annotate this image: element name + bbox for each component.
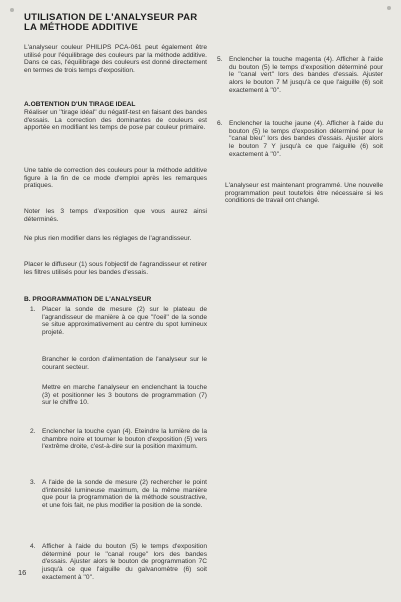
list-item [30,428,207,451]
list-item [30,543,207,582]
list-item-text: Enclencher la touche magenta (4). Afficher à l'aide du bouton (5) le temps d'exposition déterminé pour le ''canal vert'' lors des bandes d'essais. Ajuster alors le bouton 7 M jusqu'à ce que l'aiguille (6) soit exactement à ''0''. [229,56,383,94]
page-title [24,13,204,32]
list-item-text: A l'aide de la sonde de mesure (2) rechercher le point d'intensité lumineuse maximum, de la même manière que pour la programmation de la méthode soustractive, et une fois fait, ne plus modifier la position de la sonde. [42,479,207,510]
list-item-text: Enclencher la touche cyan (4). Eteindre la lumière de la chambre noire et tourner le bouton d'exposition (5) vers l'extrême droite, c'est-à-dire sur la position maximum. [42,428,207,451]
list-item-text: Afficher à l'aide du bouton (5) le temps d'exposition déterminé pour le ''canal rouge'' lors des bandes d'essais. Ajuster alors le bouton de programmation 7C jusqu'à ce que l'aiguille du galvanomètre (6) soit exactement à ''0''. [42,543,207,581]
section-a-heading: A.OBTENTION D'UN TIRAGE IDEAL [24,101,136,108]
list-item-number: 3. [30,479,36,486]
section-a-paragraph: Noter les 3 temps d'exposition que vous aurez ainsi déterminés. [24,208,207,223]
list-item [30,306,207,337]
section-a-paragraph: Une table de correction des couleurs pour la méthode additive figure à la fin de ce mode d'emploi après les remarques pratiques. [24,167,207,190]
section-a-paragraph: Réaliser un ''tirage idéal'' du négatif-test en faisant des bandes d'essais. La correction des dominantes de couleurs est apportée en modifiant les temps de pose par couleur primaire. [24,109,207,132]
list-item-number: 2. [30,428,36,435]
section-a-paragraph: Placer le diffuseur (1) sous l'objectif de l'agrandisseur et retirer les filtres utilisés pour les bandes d'essais. [24,261,207,276]
list-item-number: 6. [217,120,223,127]
list-item [30,384,207,407]
list-item-text: Brancher le cordon d'alimentation de l'analyseur sur le courant secteur. [42,356,207,371]
list-item [30,479,207,510]
section-b-heading: B. PROGRAMMATION DE L'ANALYSEUR [24,296,152,303]
page-number: 16 [18,568,27,577]
list-item [30,356,207,371]
page-title-line: LA MÉTHODE ADDITIVE [24,21,138,33]
scan-speck [10,8,14,12]
intro-paragraph: L'analyseur couleur PHILIPS PCA-061 peut également être utilisé pour l'équilibrage des couleurs par la méthode additive. Dans ce cas, l'équilibrage des couleurs est donné directement en termes de trois temps d'exposition. [24,44,207,75]
list-item [217,120,383,159]
list-item-number: 4. [30,543,36,550]
scan-speck [387,6,391,10]
page-title-line: UTILISATION DE L'ANALYSEUR PAR [24,12,198,23]
list-item-text: Enclencher la touche jaune (4). Afficher à l'aide du bouton (5) le temps d'exposition déterminé pour le ''canal bleu'' lors des bandes d'essais. Ajuster alors le bouton 7 Y jusqu'à ce que l'aiguille (6) soit exactement à ''0''. [229,120,383,158]
list-item-number: 5. [217,56,223,63]
section-a-paragraph: Ne plus rien modifier dans les réglages de l'agrandisseur. [24,235,192,242]
list-item [217,56,383,95]
closing-paragraph: L'analyseur est maintenant programmé. Une nouvelle programmation peut toutefois être nécessaire si les conditions de travail ont changé. [225,182,383,205]
list-item-text: Placer la sonde de mesure (2) sur le plateau de l'agrandisseur de manière à ce que ''l'oeil'' de la sonde se situe approximativement au centre du spot lumineux projeté. [42,306,207,337]
list-item-text: Mettre en marche l'analyseur en enclenchant la touche (3) et positionner les 3 boutons de programmation (7) sur le chiffre 10. [42,384,207,407]
list-item-number: 1. [30,306,36,313]
